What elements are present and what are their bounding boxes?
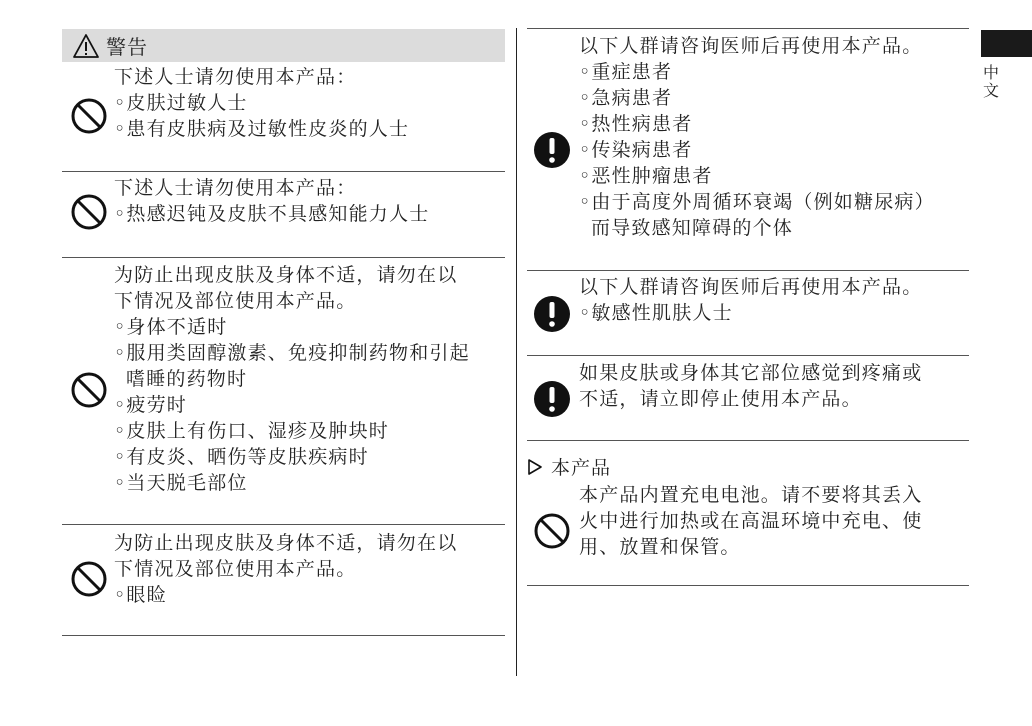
exclamation-icon <box>533 380 571 418</box>
divider-rule <box>62 171 505 172</box>
warning-header <box>62 29 505 62</box>
triangle-arrow-icon <box>527 459 543 475</box>
list-item-continuation: 而导致感知障碍的个体 <box>591 217 794 239</box>
list-item: ◦传染病患者 <box>579 139 693 161</box>
column-divider <box>516 28 517 676</box>
prohibited-icon <box>70 371 108 409</box>
list-item: ◦服用类固醇激素、免疫抑制药物和引起 <box>114 342 470 364</box>
list-item: ◦热性病患者 <box>579 113 693 135</box>
list-item: ◦皮肤上有伤口、湿疹及肿块时 <box>114 420 390 442</box>
right-block-1 <box>579 33 935 241</box>
language-tab <box>981 30 1032 57</box>
list-item: ◦有皮炎、晒伤等皮肤疾病时 <box>114 446 369 468</box>
exclamation-icon <box>533 131 571 169</box>
list-item: ◦热感迟钝及皮肤不具感知能力人士 <box>114 203 430 225</box>
left-block-2 <box>114 175 429 227</box>
left-block-3 <box>114 262 470 496</box>
divider-rule <box>527 440 969 441</box>
block-text: 不适，请立即停止使用本产品。 <box>579 388 862 410</box>
warning-title: 警告 <box>106 35 148 59</box>
block-heading: 为防止出现皮肤及身体不适，请勿在以 <box>114 532 458 554</box>
right-block-3 <box>579 360 922 412</box>
list-item: ◦重症患者 <box>579 61 673 83</box>
block-heading: 下述人士请勿使用本产品： <box>114 177 357 199</box>
section-heading <box>527 453 611 480</box>
right-block-2 <box>579 274 922 326</box>
prohibited-icon <box>70 193 108 231</box>
block-text: 用、放置和保管。 <box>579 536 741 558</box>
block-heading: 下情况及部位使用本产品。 <box>114 558 357 580</box>
divider-rule <box>62 524 505 525</box>
language-label: 中文 <box>982 63 999 100</box>
list-item: ◦急病患者 <box>579 87 673 109</box>
list-item-continuation: 嗜睡的药物时 <box>126 368 248 390</box>
divider-rule <box>527 355 969 356</box>
list-item: ◦由于高度外周循环衰竭（例如糖尿病） <box>579 191 935 213</box>
divider-rule <box>527 585 969 586</box>
list-item: ◦当天脱毛部位 <box>114 472 248 494</box>
list-item: ◦皮肤过敏人士 <box>114 92 248 114</box>
divider-rule <box>62 635 505 636</box>
block-heading: 以下人群请咨询医师后再使用本产品。 <box>579 35 923 57</box>
divider-rule <box>62 257 505 258</box>
warning-triangle-icon <box>72 33 100 59</box>
list-item: ◦疲劳时 <box>114 394 188 416</box>
block-heading: 为防止出现皮肤及身体不适，请勿在以 <box>114 264 458 286</box>
list-item: ◦恶性肿瘤患者 <box>579 165 713 187</box>
list-item: ◦患有皮肤病及过敏性皮炎的人士 <box>114 118 410 140</box>
block-heading: 下述人士请勿使用本产品： <box>114 66 357 88</box>
prohibited-icon <box>70 560 108 598</box>
list-item: ◦敏感性肌肤人士 <box>579 302 733 324</box>
left-block-1 <box>114 64 409 142</box>
prohibited-icon <box>70 97 108 135</box>
section-title: 本产品 <box>551 457 612 479</box>
block-heading: 下情况及部位使用本产品。 <box>114 290 357 312</box>
list-item: ◦眼睑 <box>114 584 167 606</box>
prohibited-icon <box>533 512 571 550</box>
right-block-4 <box>579 482 922 560</box>
block-heading: 以下人群请咨询医师后再使用本产品。 <box>579 276 923 298</box>
block-text: 本产品内置充电电池。请不要将其丢入 <box>579 484 923 506</box>
divider-rule <box>527 28 969 29</box>
list-item: ◦身体不适时 <box>114 316 228 338</box>
divider-rule <box>527 270 969 271</box>
block-text: 如果皮肤或身体其它部位感觉到疼痛或 <box>579 362 923 384</box>
block-text: 火中进行加热或在高温环境中充电、使 <box>579 510 923 532</box>
exclamation-icon <box>533 295 571 333</box>
left-block-4 <box>114 530 457 608</box>
